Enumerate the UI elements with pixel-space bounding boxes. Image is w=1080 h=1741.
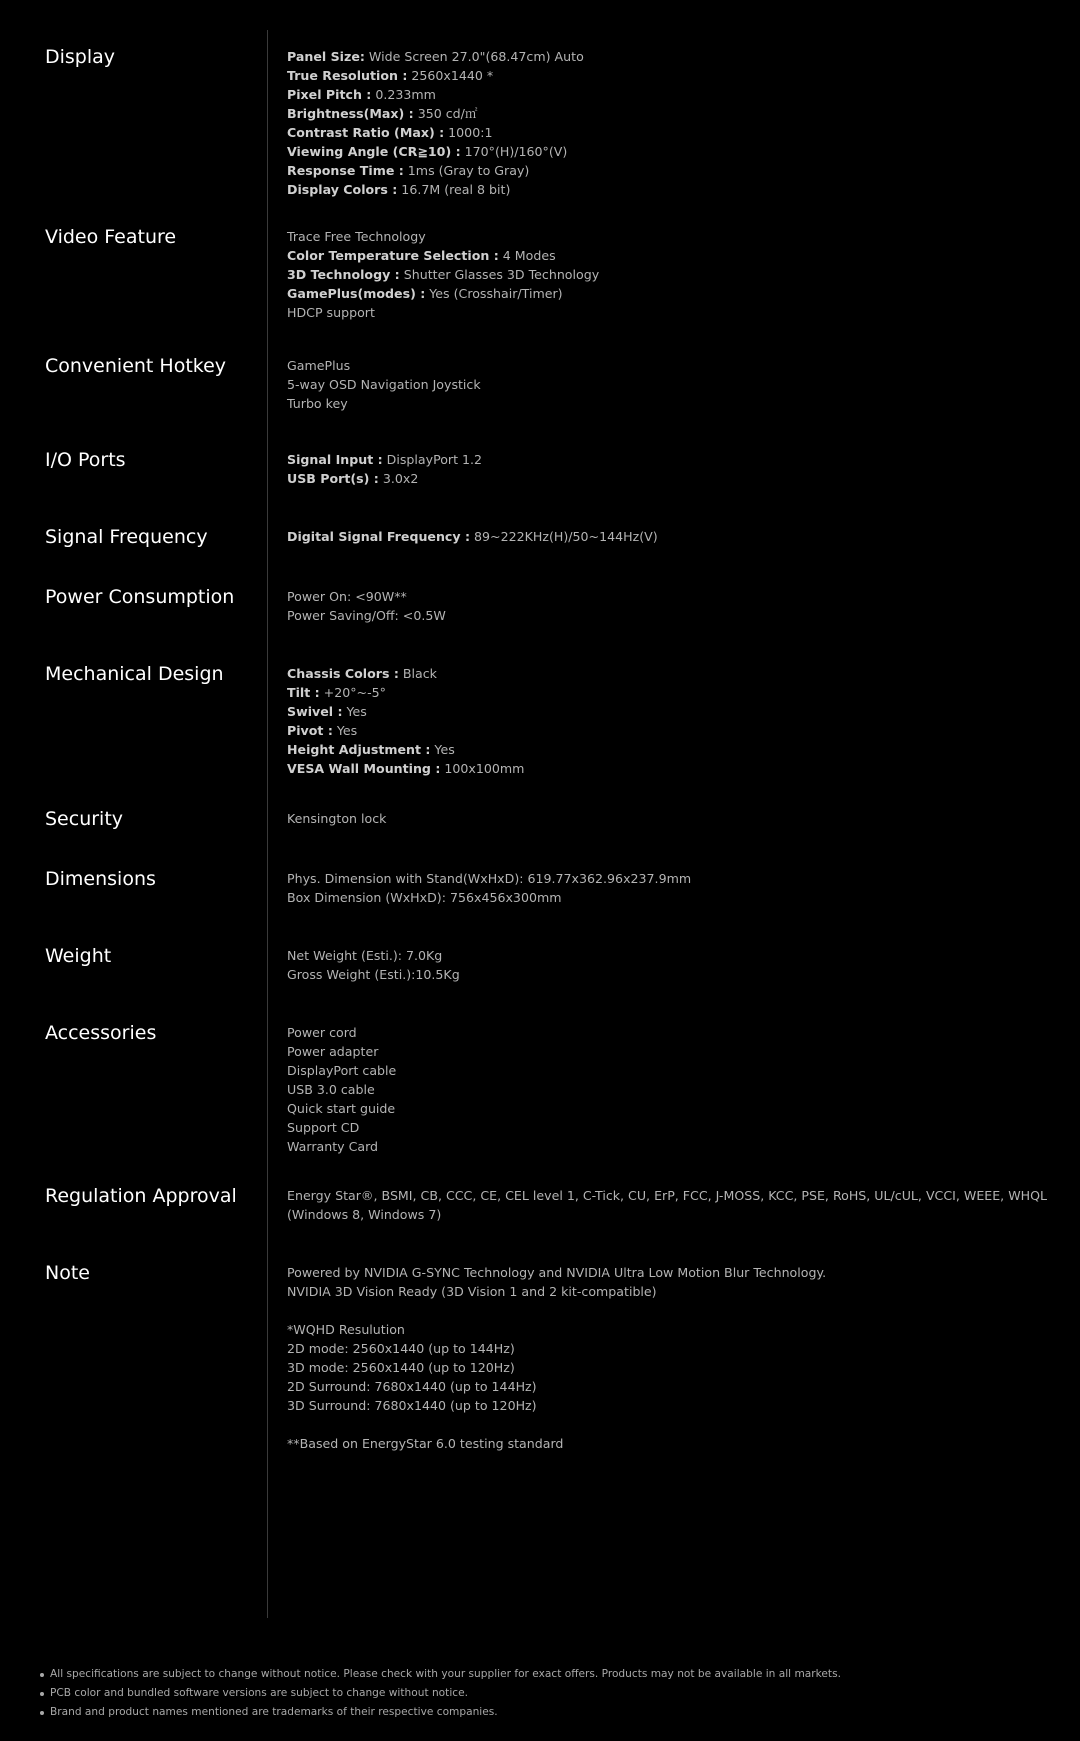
spec-line	[287, 1099, 1072, 1118]
spec-value: 350 cd/㎡	[413, 106, 478, 121]
spec-label: Brightness(Max) :	[287, 106, 414, 121]
spec-label: Signal Input :	[287, 452, 383, 467]
spec-label: Pixel Pitch :	[287, 87, 372, 102]
spec-value: HDCP support	[287, 305, 375, 320]
spec-line	[287, 246, 1072, 265]
spec-line	[287, 702, 1072, 721]
spec-label: Chassis Colors :	[287, 666, 399, 681]
section-title: Regulation Approval	[45, 1185, 237, 1207]
spec-line	[287, 1023, 1072, 1042]
line-gap	[287, 1415, 1072, 1434]
spec-value: Quick start guide	[287, 1101, 396, 1116]
section-title: Video Feature	[45, 226, 177, 248]
section-body	[287, 227, 1072, 322]
spec-value: 2D Surround: 7680x1440 (up to 144Hz)	[287, 1379, 537, 1394]
column-divider	[267, 30, 268, 1618]
spec-label: Swivel :	[287, 704, 343, 719]
section-body	[287, 869, 1072, 907]
spec-line	[287, 740, 1072, 759]
section-title: Security	[45, 808, 124, 830]
section-title: Mechanical Design	[45, 663, 224, 685]
spec-value: Support CD	[287, 1120, 360, 1135]
spec-label: VESA Wall Mounting :	[287, 761, 441, 776]
spec-line	[287, 1186, 1072, 1224]
spec-label: Tilt :	[287, 685, 320, 700]
spec-value: 1ms (Gray to Gray)	[403, 163, 530, 178]
section-title: Display	[45, 46, 116, 68]
spec-value: GamePlus	[287, 358, 351, 373]
spec-value: **Based on EnergyStar 6.0 testing standard	[287, 1436, 564, 1451]
section-body	[287, 1263, 1072, 1453]
spec-label: Color Temperature Selection :	[287, 248, 499, 263]
spec-value: Power cord	[287, 1025, 357, 1040]
spec-value: DisplayPort 1.2	[382, 452, 483, 467]
spec-value: NVIDIA 3D Vision Ready (3D Vision 1 and 2 kit-compatible)	[287, 1284, 657, 1299]
spec-line	[287, 527, 1072, 546]
spec-line	[287, 946, 1072, 965]
spec-value: Box Dimension (WxHxD): 756x456x300mm	[287, 890, 562, 905]
spec-line	[287, 1339, 1072, 1358]
spec-value: Net Weight (Esti.): 7.0Kg	[287, 948, 443, 963]
section-title: Note	[45, 1262, 90, 1284]
spec-line	[287, 759, 1072, 778]
spec-line	[287, 683, 1072, 702]
spec-line	[287, 104, 1072, 123]
spec-line	[287, 1358, 1072, 1377]
spec-value: 3D mode: 2560x1440 (up to 120Hz)	[287, 1360, 515, 1375]
spec-line	[287, 664, 1072, 683]
spec-value: Wide Screen 27.0"(68.47cm) Auto	[364, 49, 584, 64]
section-body	[287, 47, 1072, 199]
spec-label: Response Time :	[287, 163, 404, 178]
spec-value: Shutter Glasses 3D Technology	[399, 267, 600, 282]
spec-value: 5-way OSD Navigation Joystick	[287, 377, 481, 392]
spec-line	[287, 1061, 1072, 1080]
footnotes	[40, 1665, 1070, 1722]
spec-line	[287, 227, 1072, 246]
spec-value: Powered by NVIDIA G-SYNC Technology and NVIDIA Ultra Low Motion Blur Technology.	[287, 1265, 827, 1280]
section-body	[287, 809, 1072, 828]
section-title: Power Consumption	[45, 586, 235, 608]
spec-label: USB Port(s) :	[287, 471, 379, 486]
spec-value: Yes	[342, 704, 367, 719]
spec-value: Power Saving/Off: <0.5W	[287, 608, 446, 623]
spec-value: Yes	[332, 723, 358, 738]
section-title: Weight	[45, 945, 112, 967]
spec-value: Turbo key	[287, 396, 348, 411]
spec-value: 3D Surround: 7680x1440 (up to 120Hz)	[287, 1398, 537, 1413]
spec-value: Yes	[430, 742, 455, 757]
spec-line	[287, 1118, 1072, 1137]
spec-line	[287, 888, 1072, 907]
spec-value: Power adapter	[287, 1044, 379, 1059]
spec-value: Black	[398, 666, 437, 681]
spec-label: Display Colors :	[287, 182, 398, 197]
spec-value: USB 3.0 cable	[287, 1082, 375, 1097]
spec-label: True Resolution :	[287, 68, 408, 83]
spec-value: 170°(H)/160°(V)	[460, 144, 568, 159]
section-body	[287, 664, 1072, 778]
spec-value: Warranty Card	[287, 1139, 379, 1154]
spec-value: Yes (Crosshair/Timer)	[425, 286, 563, 301]
spec-value: Power On: <90W**	[287, 589, 407, 604]
section-title: Accessories	[45, 1022, 157, 1044]
spec-label: Panel Size:	[287, 49, 365, 64]
section-body	[287, 356, 1072, 413]
spec-line	[287, 85, 1072, 104]
spec-value: Trace Free Technology	[287, 229, 426, 244]
footnote-item: PCB color and bundled software versions are subject to change without notice.	[40, 1684, 1070, 1703]
spec-line	[287, 1080, 1072, 1099]
spec-line	[287, 180, 1072, 199]
spec-line	[287, 469, 1072, 488]
spec-line	[287, 1434, 1072, 1453]
section-body	[287, 946, 1072, 984]
spec-line	[287, 1263, 1072, 1282]
spec-line	[287, 66, 1072, 85]
spec-value: 100x100mm	[440, 761, 525, 776]
spec-value: DisplayPort cable	[287, 1063, 397, 1078]
spec-label: Height Adjustment :	[287, 742, 431, 757]
section-body	[287, 1186, 1072, 1224]
spec-value: +20°~-5°	[319, 685, 386, 700]
section-title: Convenient Hotkey	[45, 355, 227, 377]
spec-value: Phys. Dimension with Stand(WxHxD): 619.77x362.96x237.9mm	[287, 871, 692, 886]
spec-line	[287, 47, 1072, 66]
spec-line	[287, 606, 1072, 625]
spec-label: Pivot :	[287, 723, 333, 738]
spec-label: Viewing Angle (CR≧10) :	[287, 144, 461, 159]
spec-line	[287, 965, 1072, 984]
spec-value: Energy Star®, BSMI, CB, CCC, CE, CEL level 1, C-Tick, CU, ErP, FCC, J-MOSS, KCC, PSE, RoHS, UL/cUL, VCCI, WEEE, WHQL (Windows 8, Windows 7)	[287, 1188, 1048, 1222]
spec-line	[287, 356, 1072, 375]
spec-label: 3D Technology :	[287, 267, 400, 282]
spec-value: 16.7M (real 8 bit)	[397, 182, 511, 197]
section-title: Signal Frequency	[45, 526, 208, 548]
spec-line	[287, 375, 1072, 394]
spec-line	[287, 1377, 1072, 1396]
footnote-item: All specifications are subject to change without notice. Please check with your supplier for exact offers. Products may not be available in all markets.	[40, 1665, 1070, 1684]
spec-value: 0.233mm	[371, 87, 436, 102]
spec-line	[287, 450, 1072, 469]
spec-value: 3.0x2	[378, 471, 419, 486]
spec-value: Gross Weight (Esti.):10.5Kg	[287, 967, 460, 982]
spec-line	[287, 161, 1072, 180]
spec-line	[287, 123, 1072, 142]
spec-label: Contrast Ratio (Max) :	[287, 125, 445, 140]
spec-value: 89~222KHz(H)/50~144Hz(V)	[470, 529, 658, 544]
spec-label: Digital Signal Frequency :	[287, 529, 471, 544]
spec-value: 2560x1440 *	[407, 68, 494, 83]
spec-line	[287, 142, 1072, 161]
spec-line	[287, 303, 1072, 322]
spec-label: GamePlus(modes) :	[287, 286, 426, 301]
spec-value: 1000:1	[444, 125, 493, 140]
spec-line	[287, 1137, 1072, 1156]
spec-line	[287, 1042, 1072, 1061]
spec-line	[287, 265, 1072, 284]
section-body	[287, 587, 1072, 625]
section-body	[287, 1023, 1072, 1156]
spec-value: 4 Modes	[498, 248, 556, 263]
spec-line	[287, 869, 1072, 888]
spec-line	[287, 721, 1072, 740]
spec-line	[287, 1282, 1072, 1301]
section-title: Dimensions	[45, 868, 156, 890]
section-title: I/O Ports	[45, 449, 126, 471]
spec-line	[287, 809, 1072, 828]
section-body	[287, 450, 1072, 488]
spec-value: Kensington lock	[287, 811, 387, 826]
spec-value: 2D mode: 2560x1440 (up to 144Hz)	[287, 1341, 515, 1356]
spec-value: *WQHD Resulution	[287, 1322, 405, 1337]
section-body	[287, 527, 1072, 546]
spec-line	[287, 284, 1072, 303]
spec-line	[287, 394, 1072, 413]
line-gap	[287, 1301, 1072, 1320]
spec-line	[287, 1396, 1072, 1415]
spec-line	[287, 587, 1072, 606]
footnote-item: Brand and product names mentioned are trademarks of their respective companies.	[40, 1703, 1070, 1722]
spec-line	[287, 1320, 1072, 1339]
